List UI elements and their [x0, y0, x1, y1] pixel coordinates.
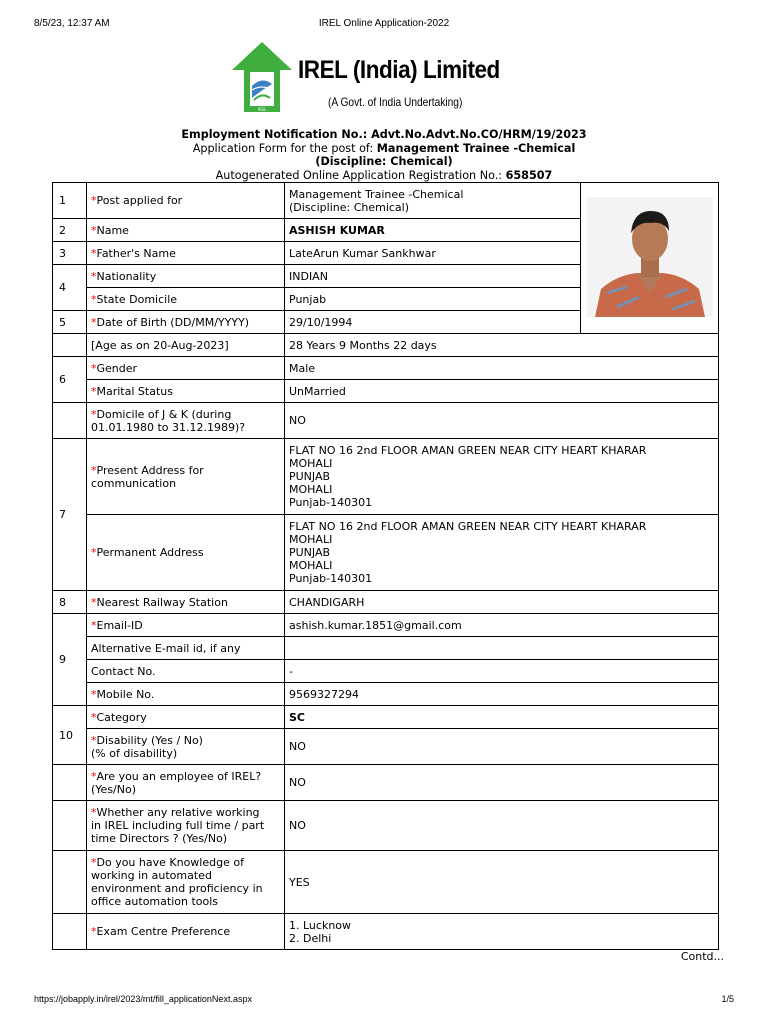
table-row: 9 *Email-ID ashish.kumar.1851@gmail.com — [53, 614, 719, 637]
print-page-number: 1/5 — [721, 994, 734, 1004]
table-row: *Domicile of J & K (during 01.01.1980 to 31.12.1989)? NO — [53, 403, 719, 439]
table-row: Contact No. - — [53, 660, 719, 683]
irel-logo — [230, 40, 294, 116]
table-row: 3 *Father's Name LateArun Kumar Sankhwar — [53, 242, 719, 265]
notification-no: Advt.No.Advt.No.CO/HRM/19/2023 — [371, 128, 587, 141]
org-name: IREL (India) Limited — [298, 56, 500, 84]
email-value: ashish.kumar.1851@gmail.com — [285, 614, 719, 637]
registration-no: 658507 — [505, 168, 553, 182]
table-row: *Do you have Knowledge of working in automated environment and proficiency in office automation tools YES — [53, 851, 719, 914]
table-row: 5 *Date of Birth (DD/MM/YYYY) 29/10/1994 — [53, 311, 719, 334]
print-page-title: IREL Online Application-2022 — [318, 18, 450, 29]
application-table — [52, 182, 719, 950]
table-row: 6 *Gender Male — [53, 357, 719, 380]
svg-text:IREL: IREL — [257, 107, 267, 112]
print-url: https://jobapply.in/irel/2023/mt/fill_applicationNext.aspx — [34, 994, 252, 1004]
applicant-photo — [587, 197, 713, 317]
print-datetime: 8/5/23, 12:37 AM — [34, 18, 110, 29]
applicant-name: ASHISH KUMAR — [285, 219, 581, 242]
table-row: 7 *Present Address for communication FLAT NO 16 2nd FLOOR AMAN GREEN NEAR CITY HEART KHARAR MOHALI PUNJAB MOHALI Punjab-140301 — [53, 439, 719, 515]
table-row: *Permanent Address FLAT NO 16 2nd FLOOR AMAN GREEN NEAR CITY HEART KHARAR MOHALI PUNJAB MOHALI Punjab-140301 — [53, 515, 719, 591]
table-row: *Mobile No. 9569327294 — [53, 683, 719, 706]
table-row: 10 *Category SC — [53, 706, 719, 729]
applicant-photo-cell — [581, 183, 719, 334]
table-row: *Disability (Yes / No) (% of disability) NO — [53, 729, 719, 765]
table-row: *Are you an employee of IREL? (Yes/No) NO — [53, 765, 719, 801]
table-row: 8 *Nearest Railway Station CHANDIGARH — [53, 591, 719, 614]
table-row: *State Domicile Punjab — [53, 288, 719, 311]
form-titles: Employment Notification No.: Advt.No.Advt.No.CO/HRM/19/2023 Application Form for the post of: Management Trainee -Chemical (Discipline: Chemical) Autogenerated Online Application Registration No.: 658507 — [181, 128, 587, 182]
permanent-address: FLAT NO 16 2nd FLOOR AMAN GREEN NEAR CITY HEART KHARAR MOHALI PUNJAB MOHALI Punjab-140301 — [285, 515, 719, 591]
present-address: FLAT NO 16 2nd FLOOR AMAN GREEN NEAR CITY HEART KHARAR MOHALI PUNJAB MOHALI Punjab-140301 — [285, 439, 719, 515]
table-row: Alternative E-mail id, if any — [53, 637, 719, 660]
table-row: *Exam Centre Preference 1. Lucknow 2. Delhi — [53, 914, 719, 950]
table-row: 2 *Name ASHISH KUMAR — [53, 219, 719, 242]
contd-label: Contd... — [680, 950, 724, 963]
discipline: (Discipline: Chemical) — [315, 155, 453, 168]
table-row: *Marital Status UnMarried — [53, 380, 719, 403]
table-row: *Whether any relative working in IREL including full time / part time Directors ? (Yes/No) NO — [53, 801, 719, 851]
org-subtitle: (A Govt. of India Undertaking) — [328, 95, 463, 109]
exam-centres: 1. Lucknow 2. Delhi — [285, 914, 719, 950]
post-title: Management Trainee -Chemical — [376, 141, 576, 155]
table-row: 1 *Post applied for Management Trainee -Chemical (Discipline: Chemical) — [53, 183, 719, 219]
table-row: 4 *Nationality INDIAN — [53, 265, 719, 288]
table-row: [Age as on 20-Aug-2023] 28 Years 9 Months 22 days — [53, 334, 719, 357]
